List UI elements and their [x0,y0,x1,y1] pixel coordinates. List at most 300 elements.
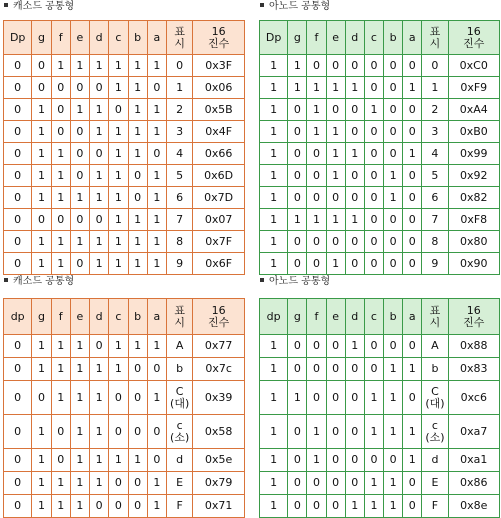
table-cell: 0x80 [448,231,499,253]
table-cell: 1 [147,55,166,77]
table-cell [166,415,192,449]
table-cell: 0xa7 [448,415,499,449]
table-cell: 0 [51,77,70,99]
table-cell: 4 [166,143,192,165]
table-cell: E [166,472,192,495]
table-cell: 0 [4,495,32,518]
table-cell: 0 [288,165,307,187]
table-row [4,253,245,275]
table-cell: 0 [326,358,345,381]
table-cell: 1 [51,335,70,358]
table-cell: 0 [345,121,364,143]
table-cell: 1 [128,77,147,99]
table-cell: 1 [90,99,109,121]
table-cell [422,415,448,449]
bullet-icon [4,3,8,7]
table-cell: 1 [32,358,51,381]
column-header: e [326,299,345,335]
table-cell: 1 [128,121,147,143]
table-cell: 1 [32,253,51,275]
cathode-digits-title [3,0,74,14]
table-cell: 1 [345,335,364,358]
table-cell: 0xc6 [448,381,499,415]
table-cell: A [422,335,448,358]
table-cell: 1 [384,187,403,209]
table-cell: 0 [364,253,383,275]
table-cell: 1 [147,99,166,121]
table-cell: 0 [326,449,345,472]
table-cell: 0x4F [193,121,245,143]
table-cell: 1 [147,495,166,518]
table-cell: 0 [4,187,32,209]
table-cell: 0 [403,187,422,209]
table-cell: 0 [403,335,422,358]
cell-text: 16 진수 [208,303,230,329]
table-cell: 1 [109,187,128,209]
table-row [4,187,245,209]
table-cell: 0 [51,449,70,472]
table-title-text: 아노드 공통형 [269,276,331,287]
table-cell: 0 [403,495,422,518]
table-cell: A [166,335,192,358]
table-cell: 0 [288,121,307,143]
table-cell: 5 [166,165,192,187]
anode-letters-block [259,275,501,517]
table-cell: 1 [90,415,109,449]
table-cell: 0 [4,143,32,165]
cell-text: 표 시 [174,303,185,329]
table-row [4,449,245,472]
table-cell: 6 [166,187,192,209]
anode-digits-title [259,0,330,14]
table-cell: 1 [260,472,288,495]
table-cell: 4 [422,143,448,165]
table-cell: 0 [326,99,345,121]
table-cell: 0 [128,415,147,449]
table-cell: 0x79 [193,472,245,495]
table-cell: 1 [70,449,89,472]
table-cell: 1 [326,165,345,187]
table-cell: 0 [345,415,364,449]
column-header [166,299,192,335]
table-row [260,55,500,77]
cell-text: 표 시 [429,24,441,50]
header-row [4,21,245,55]
table-cell: 0 [364,121,383,143]
table-cell [422,381,448,415]
table-cell: 0 [345,231,364,253]
table-cell: 1 [90,449,109,472]
table-cell: 0 [288,187,307,209]
table-cell: 0 [147,143,166,165]
column-header: c [109,21,128,55]
table-cell: 1 [384,415,403,449]
table-row [4,335,245,358]
table-cell: 1 [260,187,288,209]
table-cell: 1 [345,77,364,99]
table-cell: 0 [4,209,32,231]
table-cell: 1 [90,121,109,143]
table-cell: 1 [70,358,89,381]
table-cell: 1 [260,77,288,99]
table-row [260,121,500,143]
anode-digits-table [259,20,500,275]
table-cell: 0 [403,209,422,231]
table-row [260,449,500,472]
table-cell: 0x58 [193,415,245,449]
table-row [260,99,500,121]
table-cell: 1 [260,143,288,165]
table-cell: 1 [109,165,128,187]
table-cell: 0 [384,449,403,472]
table-cell: b [422,358,448,381]
table-cell: 0 [307,495,326,518]
table-row [4,77,245,99]
table-cell: 0 [364,335,383,358]
table-cell: 1 [260,231,288,253]
table-cell: 0 [51,99,70,121]
column-header: dp [260,299,288,335]
table-cell: 9 [166,253,192,275]
table-row [260,358,500,381]
table-cell: 0 [307,55,326,77]
table-cell: 0 [70,121,89,143]
table-cell: 0x90 [448,253,499,275]
table-cell: 0 [90,209,109,231]
table-row [4,472,245,495]
column-header: f [307,21,326,55]
table-cell: 0 [288,253,307,275]
table-cell: 3 [166,121,192,143]
table-row [4,209,245,231]
table-row [260,231,500,253]
column-header: a [403,21,422,55]
cell-text: 16 진수 [208,24,230,50]
table-cell: 0 [326,495,345,518]
table-cell: 0 [403,253,422,275]
table-row [260,472,500,495]
table-cell: 0 [147,449,166,472]
column-header: c [364,299,383,335]
table-row [4,381,245,415]
table-cell: 7 [422,209,448,231]
table-cell: 1 [90,55,109,77]
table-cell: 0 [128,495,147,518]
table-cell: 0 [4,99,32,121]
column-header [193,21,245,55]
table-cell: 1 [384,165,403,187]
table-cell: 0xA4 [448,99,499,121]
table-cell: 1 [90,231,109,253]
cathode-letters-title [3,275,74,289]
column-header [448,21,499,55]
table-cell: 1 [70,187,89,209]
table-cell: 1 [260,165,288,187]
table-cell: 1 [70,415,89,449]
table-cell: 0 [128,358,147,381]
table-cell: 0 [364,187,383,209]
table-cell: 1 [260,253,288,275]
table-cell: 1 [32,415,51,449]
table-cell: 0 [109,99,128,121]
table-cell: 1 [384,472,403,495]
table-cell: 1 [70,335,89,358]
cell-text: 표 시 [174,24,185,50]
table-cell: 0 [288,231,307,253]
table-cell: 0x83 [448,358,499,381]
table-cell: 1 [326,143,345,165]
table-cell: 1 [326,209,345,231]
table-cell: 0 [364,358,383,381]
table-cell: 1 [70,472,89,495]
anode-letters-title [259,275,330,289]
table-cell: 1 [364,99,383,121]
table-cell: 1 [51,495,70,518]
table-cell: 1 [307,77,326,99]
table-cell: 0 [384,335,403,358]
table-cell: 1 [90,358,109,381]
table-cell: 0 [288,449,307,472]
table-cell: 0 [51,415,70,449]
column-header: a [147,21,166,55]
table-cell: 1 [109,335,128,358]
column-header: b [384,21,403,55]
table-row [260,209,500,231]
table-cell: 1 [288,55,307,77]
table-cell: 0x3F [193,55,245,77]
cell-text: C (대) [170,384,190,410]
table-cell: 0x99 [448,143,499,165]
table-cell: 0 [384,143,403,165]
table-cell: 1 [51,165,70,187]
table-cell: 0 [32,209,51,231]
table-cell: 1 [288,77,307,99]
table-cell: 0 [307,165,326,187]
table-cell: 0 [307,253,326,275]
table-cell: 3 [422,121,448,143]
anode-digits-block [259,0,501,272]
table-cell: 1 [260,449,288,472]
table-cell: 5 [422,165,448,187]
table-cell: 0 [4,449,32,472]
table-cell: 0 [4,358,32,381]
table-cell: 0 [403,381,422,415]
table-cell: 0 [364,77,383,99]
table-cell: 1 [260,99,288,121]
table-cell: 1 [147,165,166,187]
table-cell: 1 [307,209,326,231]
table-cell: 0 [345,472,364,495]
table-cell: 1 [147,335,166,358]
table-cell: 0x7D [193,187,245,209]
column-header: d [345,299,364,335]
column-header: Dp [260,21,288,55]
table-cell: 1 [109,253,128,275]
table-cell: 0 [4,472,32,495]
table-cell: 0 [288,99,307,121]
bullet-icon [4,278,8,282]
table-cell: 0 [345,253,364,275]
table-cell: 1 [109,449,128,472]
table-cell: 2 [422,99,448,121]
table-cell: 0 [326,335,345,358]
table-cell: 0 [307,335,326,358]
table-cell: 0 [4,381,32,415]
table-cell: 0 [345,381,364,415]
table-cell: 1 [364,472,383,495]
table-cell: 0 [109,415,128,449]
table-cell: 1 [384,381,403,415]
table-cell: 0 [403,165,422,187]
table-cell: 1 [147,231,166,253]
table-cell: 1 [147,253,166,275]
table-cell: 0 [384,209,403,231]
table-cell: 0x5B [193,99,245,121]
table-cell: 1 [307,99,326,121]
column-header: a [403,299,422,335]
table-cell: 8 [166,231,192,253]
table-cell: 2 [166,99,192,121]
table-cell: 0 [345,358,364,381]
column-header: b [128,299,147,335]
table-cell: 0x6F [193,253,245,275]
table-cell: 1 [128,231,147,253]
table-cell: 1 [32,231,51,253]
table-cell: 1 [128,55,147,77]
table-cell: 1 [260,335,288,358]
table-cell: 1 [51,358,70,381]
table-cell: 0x7c [193,358,245,381]
table-cell: 0 [364,231,383,253]
table-cell: 1 [70,99,89,121]
table-cell: 1 [109,358,128,381]
table-cell: 1 [326,121,345,143]
table-cell: 0 [384,231,403,253]
table-cell: 1 [345,495,364,518]
table-cell: 0xB0 [448,121,499,143]
column-header: b [128,21,147,55]
table-cell: 1 [260,358,288,381]
table-cell: 0 [288,472,307,495]
table-cell: 0 [128,381,147,415]
table-row [260,165,500,187]
table-cell: 0 [4,253,32,275]
table-cell: 0x92 [448,165,499,187]
table-cell: 0 [307,472,326,495]
table-cell: 0 [326,415,345,449]
table-cell: 0x6D [193,165,245,187]
table-cell: 0 [51,209,70,231]
table-cell: 0xF8 [448,209,499,231]
table-cell: 1 [147,472,166,495]
table-cell: 1 [403,449,422,472]
table-row [4,495,245,518]
table-cell: 1 [90,381,109,415]
table-cell: 1 [403,77,422,99]
table-row [4,415,245,449]
table-row [260,143,500,165]
table-cell: 1 [260,121,288,143]
table-cell: 0x39 [193,381,245,415]
table-cell: 0 [307,143,326,165]
column-header: f [51,299,70,335]
table-cell: 1 [109,143,128,165]
table-cell: 1 [90,253,109,275]
table-cell: 0 [90,77,109,99]
table-cell: 1 [109,121,128,143]
cathode-letters-table [3,298,245,518]
table-cell: 1 [51,143,70,165]
table-cell: 7 [166,209,192,231]
table-cell: 1 [128,449,147,472]
cathode-digits-block [3,0,245,272]
table-cell: 0 [90,143,109,165]
column-header: dp [4,299,32,335]
table-cell: 6 [422,187,448,209]
column-header: f [51,21,70,55]
table-row [4,165,245,187]
table-cell: 1 [51,55,70,77]
table-cell: 0x88 [448,335,499,358]
table-cell: 1 [403,143,422,165]
table-cell: 0x5e [193,449,245,472]
column-header: c [364,21,383,55]
table-row [260,495,500,518]
table-cell: 1 [307,121,326,143]
table-cell: 0x7F [193,231,245,253]
table-cell: 1 [364,415,383,449]
table-cell: 0 [345,187,364,209]
table-cell: 0 [288,415,307,449]
table-cell: 1 [166,77,192,99]
table-row [260,415,500,449]
table-cell: 1 [51,253,70,275]
table-cell: 0 [364,55,383,77]
table-cell: 1 [307,415,326,449]
table-cell: 1 [90,165,109,187]
table-cell: 0x66 [193,143,245,165]
table-cell: 1 [90,187,109,209]
table-row [4,143,245,165]
table-cell: 0 [288,143,307,165]
table-row [260,335,500,358]
cell-text: C (대) [425,384,445,410]
table-cell: d [422,449,448,472]
table-cell: 0 [4,231,32,253]
table-cell: 1 [70,231,89,253]
table-cell: 1 [32,449,51,472]
table-cell: 1 [128,253,147,275]
table-cell: 1 [128,143,147,165]
column-header: g [288,21,307,55]
table-cell: 1 [32,99,51,121]
table-cell: 0 [307,381,326,415]
table-cell [166,381,192,415]
table-cell: 0 [90,335,109,358]
column-header: d [90,299,109,335]
column-header [193,299,245,335]
table-cell: 0 [288,335,307,358]
table-cell: 0xF9 [448,77,499,99]
table-cell: 0 [4,415,32,449]
table-cell: 0 [70,209,89,231]
table-cell: 1 [109,209,128,231]
table-cell: 0 [307,358,326,381]
table-cell: 0 [109,495,128,518]
table-cell: 1 [147,381,166,415]
column-header: c [109,299,128,335]
table-cell: d [166,449,192,472]
